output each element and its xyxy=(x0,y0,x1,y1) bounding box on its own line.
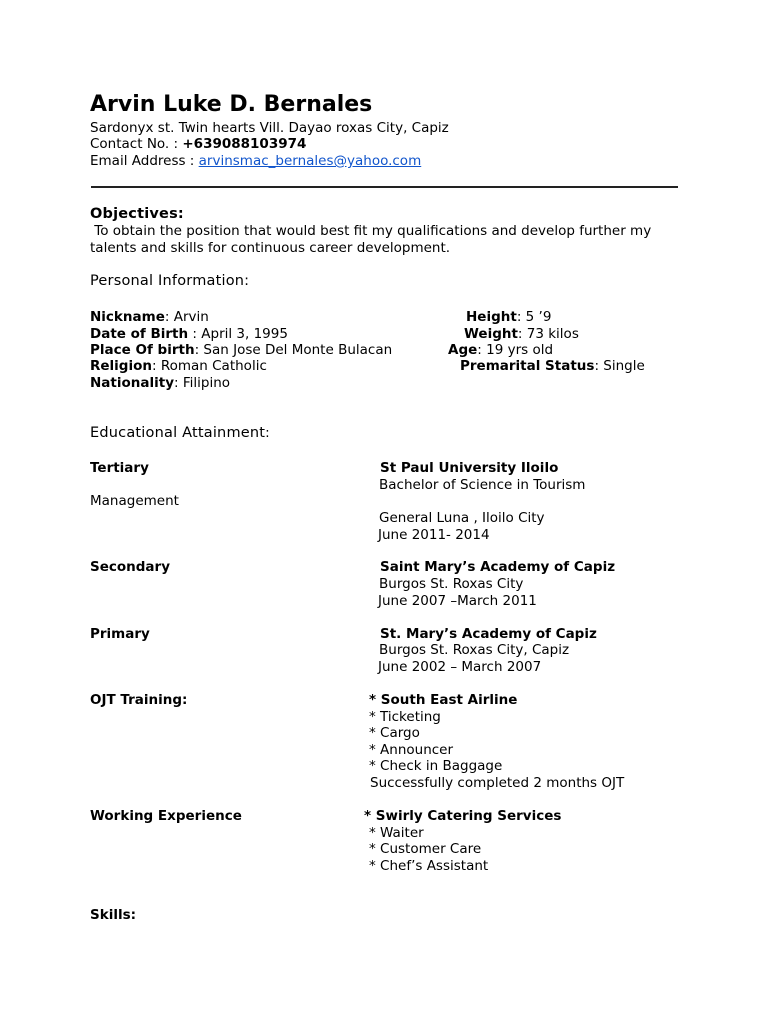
ojt-summary: Successfully completed 2 months OJT xyxy=(370,775,625,791)
ojt-item: * Check in Baggage xyxy=(369,758,503,774)
religion-field: Religion: Roman Catholic xyxy=(90,358,267,374)
primary-label: Primary xyxy=(90,626,150,642)
work-company: * Swirly Catering Services xyxy=(364,808,562,824)
objectives-line-1: To obtain the position that would best fit my qualifications and develop further my xyxy=(90,223,652,239)
tertiary-years: June 2011- 2014 xyxy=(378,527,490,543)
objectives-heading: Objectives: xyxy=(90,206,184,222)
resume-name: Arvin Luke D. Bernales xyxy=(90,92,373,117)
personal-info-heading: Personal Information: xyxy=(90,273,250,289)
tertiary-label: Tertiary xyxy=(90,460,149,476)
email-label: Email Address : xyxy=(90,153,199,169)
ojt-item: * Cargo xyxy=(369,725,420,741)
weight-field: Weight: 73 kilos xyxy=(464,326,579,342)
secondary-address: Burgos St. Roxas City xyxy=(379,576,524,592)
work-item: * Customer Care xyxy=(369,841,482,857)
work-item: * Chef’s Assistant xyxy=(369,858,489,874)
skills-label: Skills: xyxy=(90,907,137,923)
secondary-label: Secondary xyxy=(90,559,170,575)
primary-address: Burgos St. Roxas City, Capiz xyxy=(379,642,570,658)
contact-label: Contact No. : xyxy=(90,136,183,152)
header-divider xyxy=(91,186,678,188)
ojt-item: * Ticketing xyxy=(369,709,441,725)
nickname-field: Nickname: Arvin xyxy=(90,309,209,325)
work-label: Working Experience xyxy=(90,808,242,824)
dob-field: Date of Birth : April 3, 1995 xyxy=(90,326,288,342)
marital-status-field: Premarital Status: Single xyxy=(460,358,645,374)
birthplace-field: Place Of birth: San Jose Del Monte Bulacan xyxy=(90,342,393,358)
height-field: Height: 5 ’9 xyxy=(466,309,552,325)
secondary-school: Saint Mary’s Academy of Capiz xyxy=(380,559,616,575)
tertiary-school: St Paul University Iloilo xyxy=(380,460,559,476)
secondary-years: June 2007 –March 2011 xyxy=(378,593,537,609)
tertiary-course-cont: Management xyxy=(90,493,179,509)
work-item: * Waiter xyxy=(369,825,424,841)
age-field: Age: 19 yrs old xyxy=(448,342,554,358)
email-link[interactable]: arvinsmac_bernales@yahoo.com xyxy=(198,153,422,169)
contact-number: +639088103974 xyxy=(182,136,307,152)
objectives-line-2: talents and skills for continuous career development. xyxy=(90,240,451,256)
address-line: Sardonyx st. Twin hearts Vill. Dayao roxas City, Capiz xyxy=(90,120,449,136)
nationality-field: Nationality: Filipino xyxy=(90,375,231,391)
ojt-item: * Announcer xyxy=(369,742,454,758)
primary-school: St. Mary’s Academy of Capiz xyxy=(380,626,597,642)
tertiary-address: General Luna , Iloilo City xyxy=(379,510,545,526)
tertiary-course: Bachelor of Science in Tourism xyxy=(379,477,586,493)
ojt-company: * South East Airline xyxy=(369,692,518,708)
ojt-label: OJT Training: xyxy=(90,692,188,708)
contact-line xyxy=(90,136,306,153)
primary-years: June 2002 – March 2007 xyxy=(378,659,542,675)
email-line xyxy=(90,153,421,170)
education-heading: Educational Attainment: xyxy=(90,425,270,441)
